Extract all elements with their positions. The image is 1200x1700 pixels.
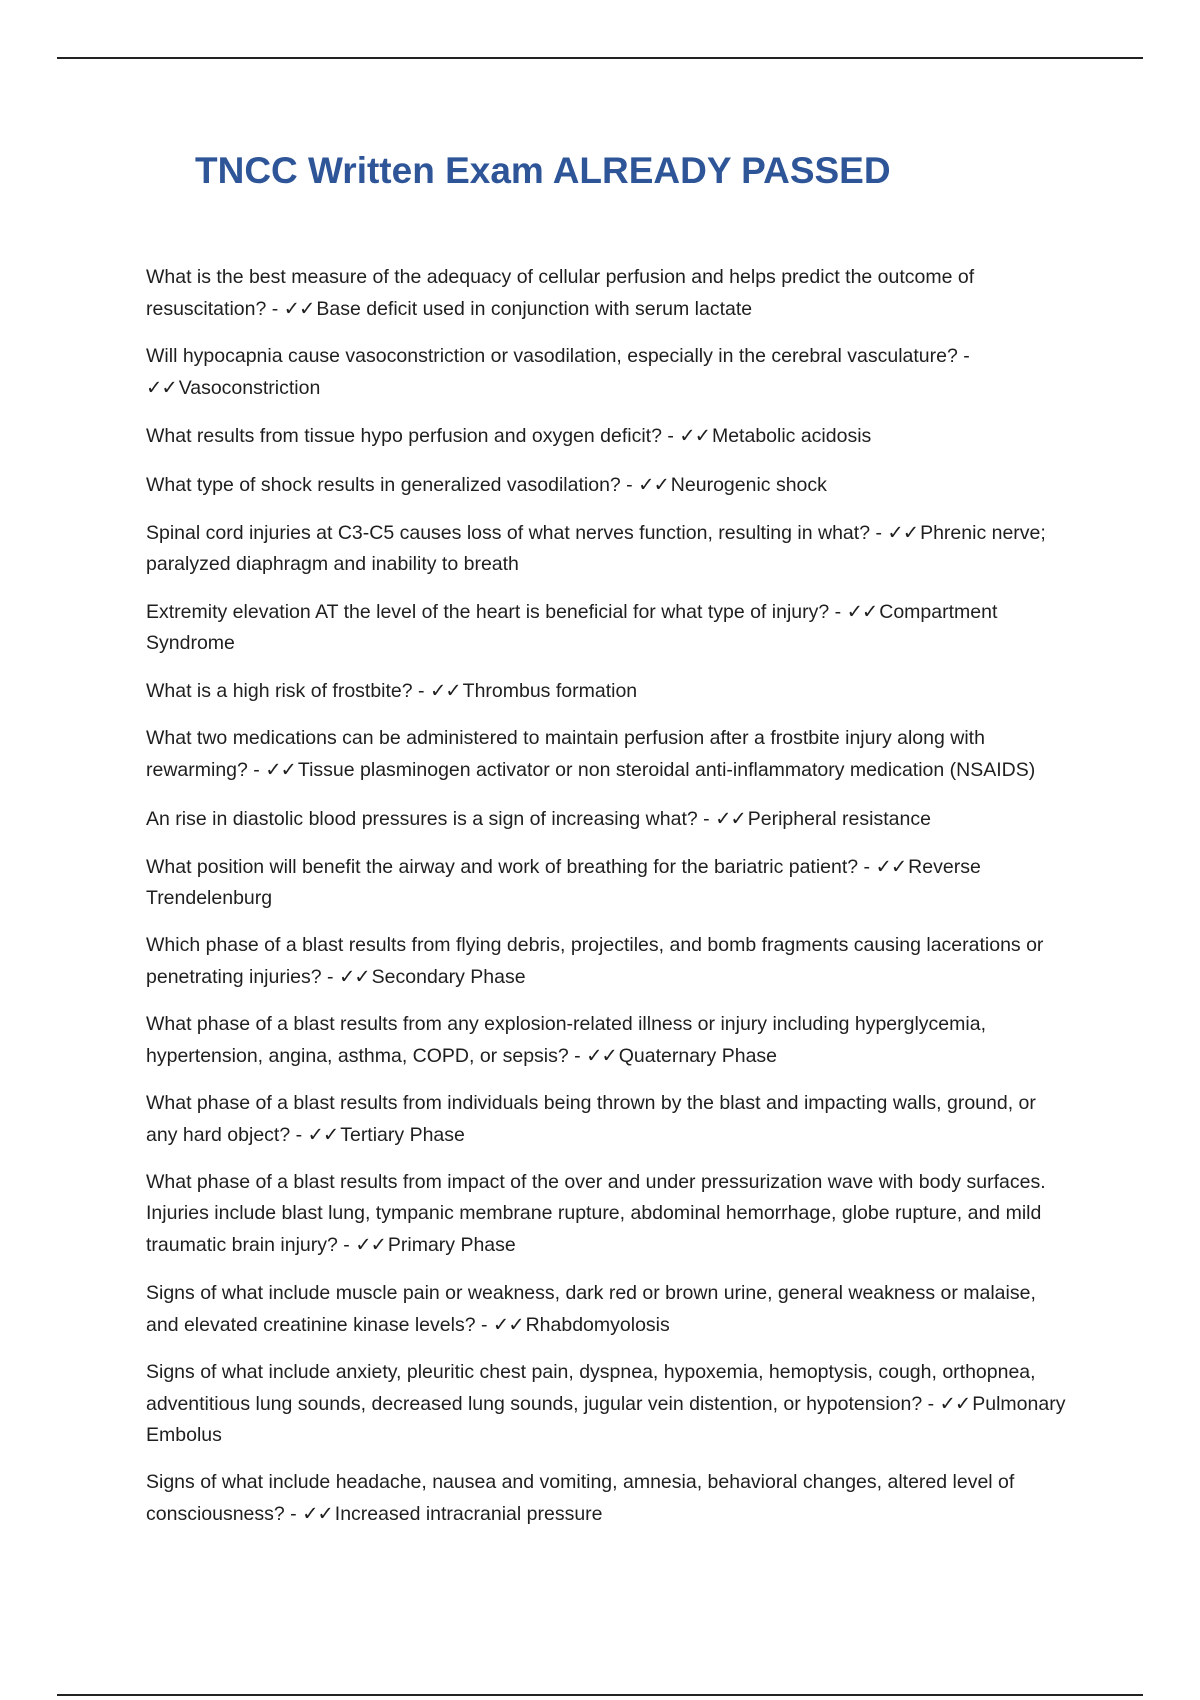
answer-text: Phrenic nerve; paralyzed diaphragm and inability to breath bbox=[146, 521, 1046, 575]
double-check-icon: ✓✓ bbox=[283, 297, 315, 320]
answer-text: Peripheral resistance bbox=[747, 807, 931, 830]
double-check-icon: ✓✓ bbox=[875, 854, 907, 878]
answer-text: Increased intracranial pressure bbox=[334, 1503, 603, 1525]
qa-item bbox=[146, 1088, 1066, 1151]
double-check-icon: ✓✓ bbox=[307, 1123, 339, 1147]
answer-text: Neurogenic shock bbox=[670, 473, 827, 496]
question-text: Signs of what include headache, nausea and vomiting, amnesia, behavioral changes, altered level of consciousness? bbox=[146, 1471, 1015, 1525]
separator: - bbox=[829, 600, 847, 623]
question-text: What type of shock results in generalized vasodilation? bbox=[146, 473, 621, 496]
qa-list bbox=[146, 262, 1066, 1546]
top-rule bbox=[57, 57, 1143, 59]
qa-item bbox=[146, 1278, 1066, 1341]
answer-text: Tissue plasminogen activator or non steroidal anti-inflammatory medication (NSAIDS) bbox=[297, 759, 1036, 782]
qa-item bbox=[146, 596, 1066, 659]
double-check-icon: ✓✓ bbox=[638, 472, 669, 496]
answer-text: Compartment Syndrome bbox=[146, 600, 998, 654]
answer-text: Pulmonary Embolus bbox=[146, 1392, 1066, 1446]
separator: - bbox=[247, 759, 266, 782]
question-text: Signs of what include muscle pain or weakness, dark red or brown urine, general weakness or malaise, and elevated creatinine kinase levels? bbox=[146, 1281, 1036, 1336]
qa-item bbox=[146, 1167, 1066, 1261]
separator: - bbox=[661, 425, 680, 448]
qa-item bbox=[146, 1009, 1066, 1072]
answer-text: Reverse Trendelenburg bbox=[146, 855, 981, 909]
separator: - bbox=[870, 521, 888, 544]
qa-item bbox=[146, 517, 1066, 580]
question-text: Extremity elevation AT the level of the heart is beneficial for what type of injury? bbox=[146, 600, 830, 623]
qa-item bbox=[146, 851, 1066, 914]
separator: - bbox=[412, 680, 430, 703]
qa-item bbox=[146, 723, 1066, 786]
question-text: What phase of a blast results from impact of the over and under pressurization wave with body surfaces. Injuries include blast lung, tympanic membrane rupture, abdominal hemorrhage, globe rupture, and mild traumatic brain injury? bbox=[146, 1171, 1046, 1257]
double-check-icon: ✓✓ bbox=[338, 964, 370, 988]
separator: - bbox=[321, 965, 339, 988]
question-text: What phase of a blast results from individuals being thrown by the blast and impacting walls, ground, or any hard object? bbox=[146, 1092, 1036, 1147]
separator: - bbox=[858, 855, 876, 878]
page-title: TNCC Written Exam ALREADY PASSED bbox=[195, 150, 891, 191]
answer-text: Quaternary Phase bbox=[618, 1045, 778, 1068]
question-text: What phase of a blast results from any explosion-related illness or injury including hyperglycemia, hypertension, angina, asthma, COPD, or sepsis? bbox=[146, 1013, 986, 1068]
question-text: Signs of what include anxiety, pleuritic chest pain, dyspnea, hypoxemia, hemoptysis, cough, orthopnea, adventitious lung sounds, decreased lung sounds, jugular vein distention, or hypotension? bbox=[146, 1360, 1036, 1415]
double-check-icon: ✓✓ bbox=[355, 1233, 386, 1257]
answer-text: Primary Phase bbox=[387, 1234, 516, 1257]
bottom-rule bbox=[57, 1694, 1143, 1696]
double-check-icon: ✓✓ bbox=[492, 1312, 524, 1336]
separator: - bbox=[290, 1124, 308, 1147]
separator: - bbox=[568, 1045, 587, 1068]
answer-text: Secondary Phase bbox=[371, 965, 526, 988]
separator: - bbox=[475, 1313, 493, 1336]
question-text: What position will benefit the airway and work of breathing for the bariatric patient? bbox=[146, 855, 859, 878]
qa-item bbox=[146, 341, 1066, 404]
double-check-icon: ✓✓ bbox=[302, 1502, 333, 1525]
separator: - bbox=[957, 345, 970, 368]
question-text: An rise in diastolic blood pressures is a sign of increasing what? bbox=[146, 807, 698, 830]
qa-item bbox=[146, 1357, 1066, 1451]
qa-item bbox=[146, 930, 1066, 993]
double-check-icon: ✓✓ bbox=[846, 599, 878, 623]
answer-text: Metabolic acidosis bbox=[711, 425, 872, 448]
separator: - bbox=[284, 1503, 303, 1525]
question-text: Spinal cord injuries at C3-C5 causes loss of what nerves function, resulting in what? bbox=[146, 521, 871, 544]
double-check-icon: ✓✓ bbox=[265, 758, 296, 782]
qa-item bbox=[146, 262, 1066, 325]
question-text: Which phase of a blast results from flying debris, projectiles, and bomb fragments causing lacerations or penetrating injuries? bbox=[146, 933, 1044, 988]
qa-item bbox=[146, 420, 1066, 452]
separator: - bbox=[922, 1392, 940, 1415]
qa-item bbox=[146, 675, 1066, 707]
qa-item bbox=[146, 803, 1066, 835]
question-text: What is a high risk of frostbite? bbox=[146, 680, 413, 703]
question-text: Will hypocapnia cause vasoconstriction or vasodilation, especially in the cerebral vasculature? bbox=[146, 345, 958, 368]
separator: - bbox=[266, 298, 284, 320]
question-text: What two medications can be administered to maintain perfusion after a frostbite injury along with rewarming? bbox=[146, 727, 985, 782]
double-check-icon: ✓✓ bbox=[429, 679, 461, 703]
qa-item bbox=[146, 1467, 1066, 1530]
answer-text: Thrombus formation bbox=[462, 680, 638, 703]
answer-text: Vasoconstriction bbox=[178, 377, 321, 400]
question-text: What is the best measure of the adequacy of cellular perfusion and helps predict the outcome of resuscitation? bbox=[146, 266, 975, 320]
separator: - bbox=[620, 473, 639, 496]
answer-text: Tertiary Phase bbox=[340, 1124, 465, 1147]
double-check-icon: ✓✓ bbox=[715, 806, 746, 830]
qa-item bbox=[146, 469, 1066, 501]
question-text: What results from tissue hypo perfusion and oxygen deficit? bbox=[146, 425, 662, 448]
separator: - bbox=[697, 807, 716, 830]
double-check-icon: ✓✓ bbox=[887, 520, 919, 544]
double-check-icon: ✓✓ bbox=[679, 424, 710, 448]
separator: - bbox=[337, 1234, 356, 1257]
answer-text: Rhabdomyolosis bbox=[525, 1313, 670, 1336]
answer-text: Base deficit used in conjunction with serum lactate bbox=[316, 298, 753, 320]
double-check-icon: ✓✓ bbox=[939, 1391, 971, 1415]
double-check-icon: ✓✓ bbox=[586, 1044, 617, 1068]
double-check-icon: ✓✓ bbox=[146, 376, 177, 400]
